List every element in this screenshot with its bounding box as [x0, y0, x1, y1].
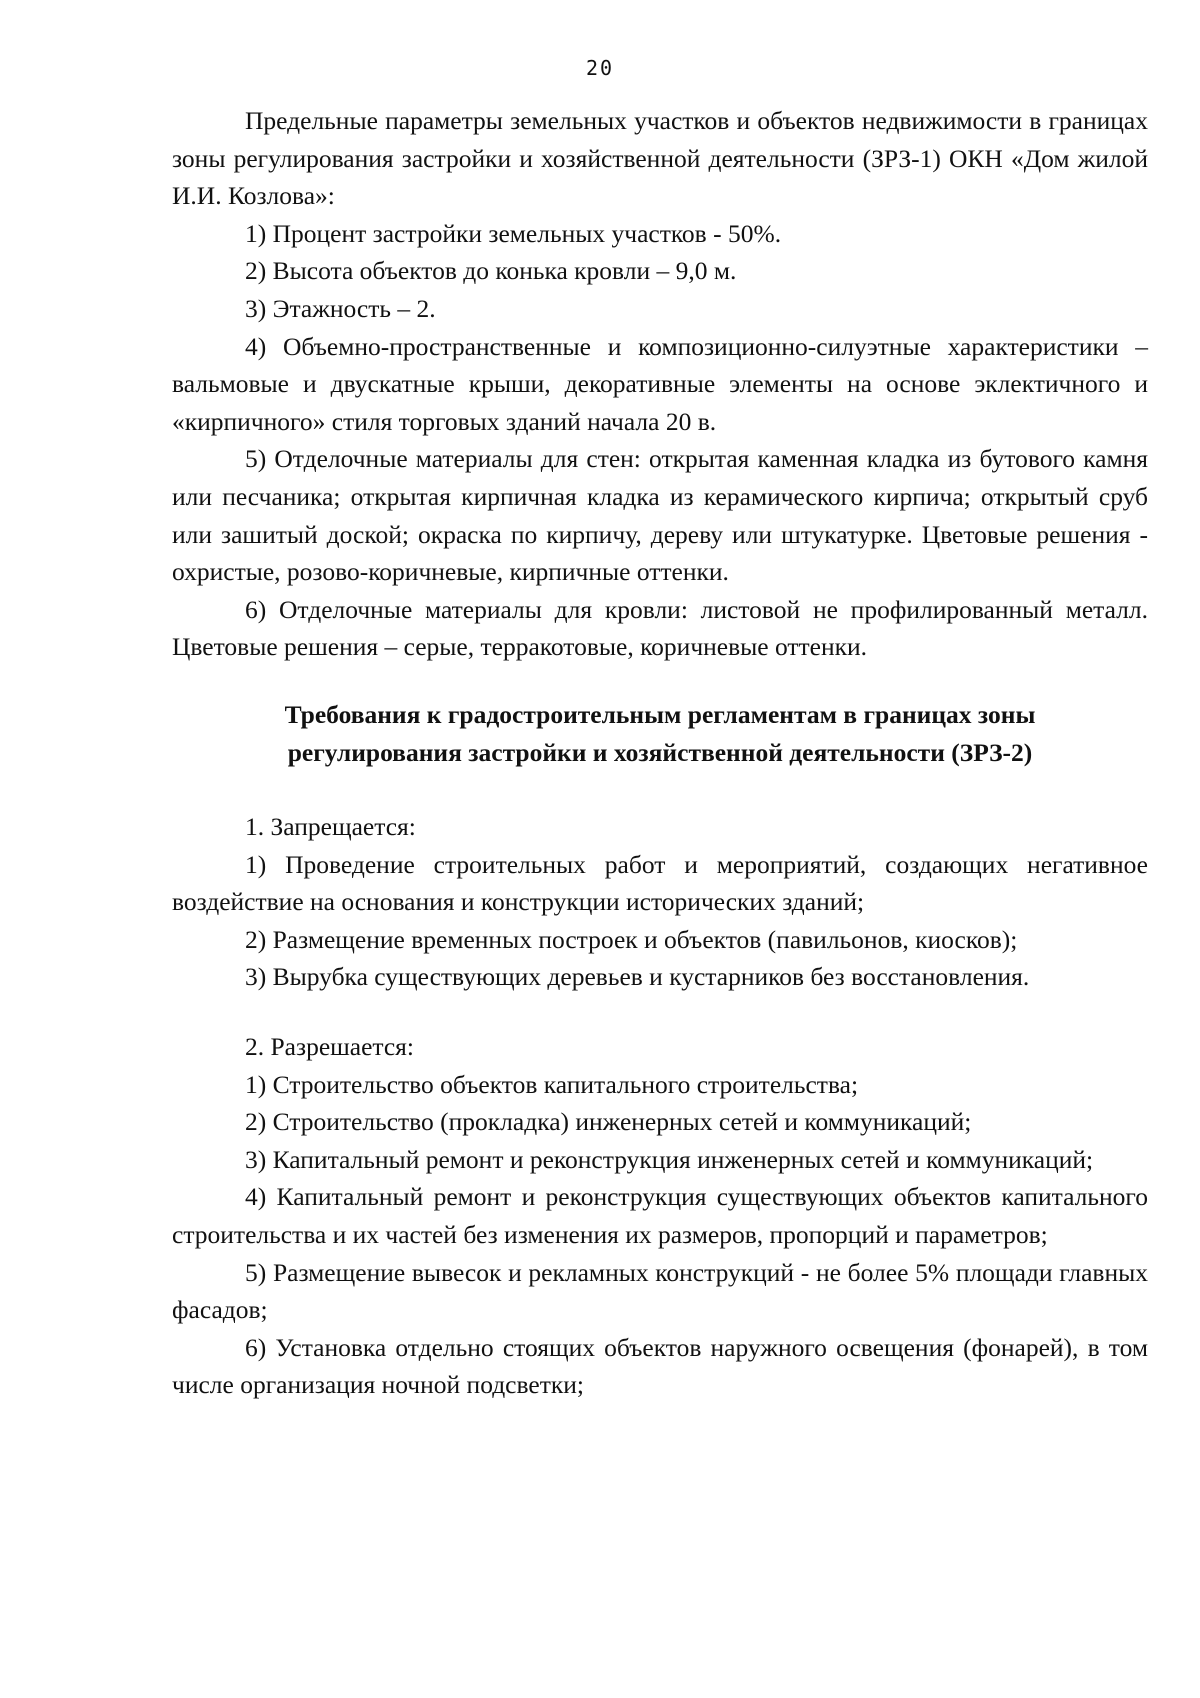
zrz1-item-2: 2) Высота объектов до конька кровли – 9,0 м.	[245, 256, 737, 286]
zrz2-heading-line-2: регулирования застройки и хозяйственной деятельности (ЗРЗ-2)	[287, 737, 1033, 767]
page-number: 20	[585, 56, 615, 80]
allowed-item-2: 2) Строительство (прокладка) инженерных сетей и коммуникаций;	[245, 1107, 972, 1137]
zrz1-item-5: 5) Отделочные материалы для стен: открытая каменная кладка из бутового камня или песчаника; открытая кирпичная кладка из керамического кирпича; открытый сруб или зашитый доской; окраска по кирпичу, дереву или штукатурке. Цветовые решения - охристые, розово-коричневые, кирпичные оттенки.	[172, 444, 1148, 587]
allowed-item-3: 3) Капитальный ремонт и реконструкция инженерных сетей и коммуникаций;	[245, 1144, 1094, 1174]
zrz1-item-1: 1) Процент застройки земельных участков - 50%.	[245, 218, 782, 248]
zrz2-heading-line-1: Требования к градостроительным регламентам в границах зоны	[284, 699, 1036, 729]
zrz2-section-heading	[172, 696, 1148, 771]
allowed-item-6: 6) Установка отдельно стоящих объектов наружного освещения (фонарей), в том числе организация ночной подсветки;	[172, 1332, 1148, 1400]
zrz1-item-6: 6) Отделочные материалы для кровли: листовой не профилированный металл. Цветовые решения – серые, терракотовые, коричневые оттенки.	[172, 594, 1148, 662]
prohibited-item-2: 2) Размещение временных построек и объектов (павильонов, киосков);	[245, 924, 1018, 954]
allowed-item-4: 4) Капитальный ремонт и реконструкция существующих объектов капитального строительства и их частей без изменения их размеров, пропорций и параметров;	[172, 1182, 1148, 1250]
zrz1-item-4: 4) Объемно-пространственные и композиционно-силуэтные характеристики – вальмовые и двускатные крыши, декоративные элементы на основе эклектичного и «кирпичного» стиля торговых зданий начала 20 в.	[172, 331, 1148, 436]
prohibited-item-1: 1) Проведение строительных работ и мероприятий, создающих негативное воздействие на основания и конструкции исторических зданий;	[172, 849, 1148, 917]
allowed-title: 2. Разрешается:	[245, 1032, 414, 1062]
prohibited-title: 1. Запрещается:	[245, 812, 416, 842]
document-body	[172, 102, 1148, 1404]
zrz1-item-3: 3) Этажность – 2.	[245, 293, 436, 323]
zrz1-intro-paragraph: Предельные параметры земельных участков и объектов недвижимости в границах зоны регулирования застройки и хозяйственной деятельности (ЗРЗ-1) ОКН «Дом жилой И.И. Козлова»:	[172, 106, 1148, 211]
allowed-item-1: 1) Строительство объектов капитального строительства;	[245, 1069, 859, 1099]
allowed-item-5: 5) Размещение вывесок и рекламных конструкций - не более 5% площади главных фасадов;	[172, 1257, 1148, 1325]
prohibited-item-3: 3) Вырубка существующих деревьев и кустарников без восстановления.	[245, 962, 1030, 992]
